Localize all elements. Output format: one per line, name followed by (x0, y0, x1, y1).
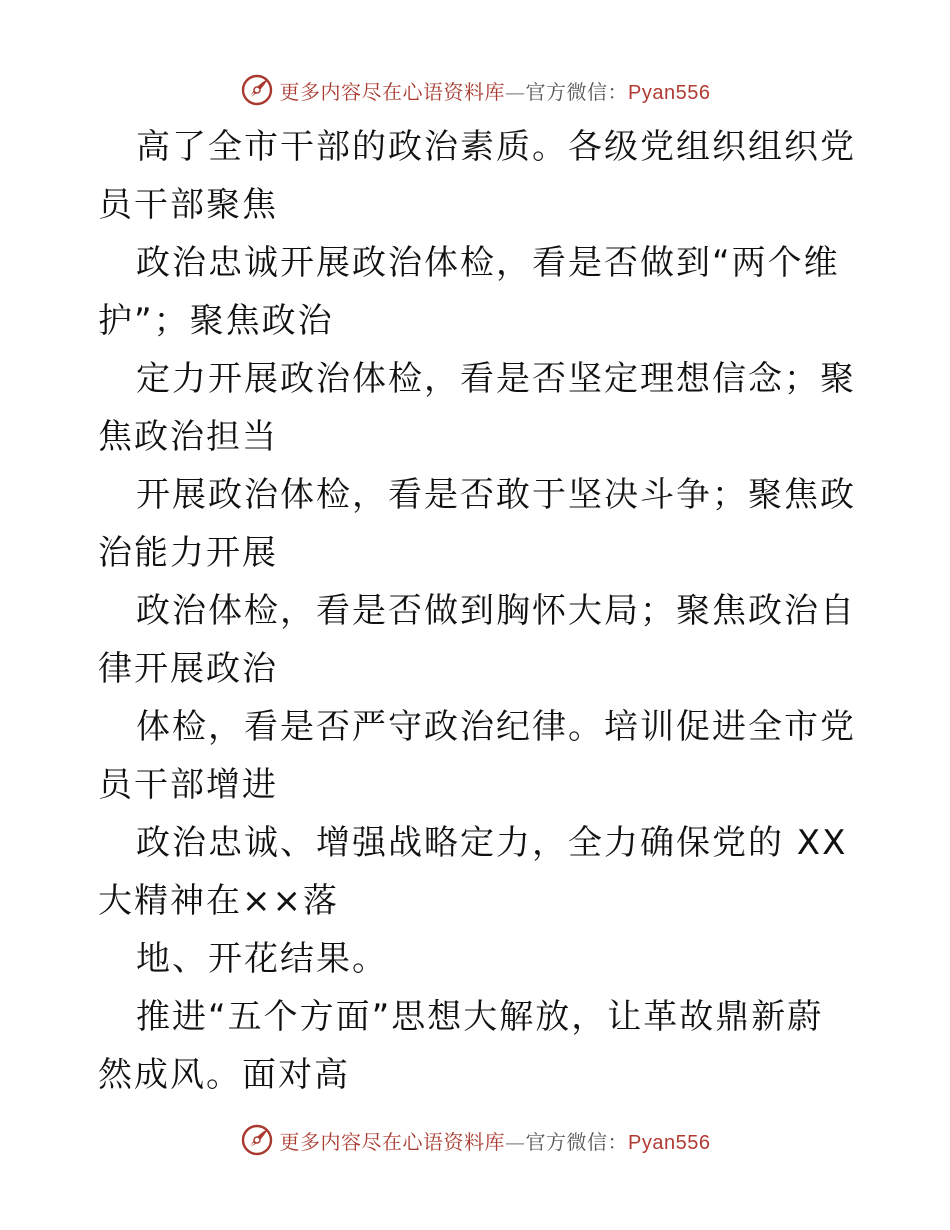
footer-banner (0, 1120, 950, 1160)
feather-pen-logo-icon (240, 1123, 274, 1157)
paragraph: 政治体检，看是否做到胸怀大局；聚焦政治自律开展政治 (98, 591, 856, 689)
paragraph: 开展政治体检，看是否敢于坚决斗争；聚焦政治能力开展 (98, 475, 856, 573)
paragraph: 政治忠诚、增强战略定力，全力确保党的 XX 大精神在××落 (98, 823, 848, 921)
paragraph: 高了全市干部的政治素质。各级党组织组织党员干部聚焦 (98, 127, 856, 225)
wechat-label: 官方微信： (525, 1129, 629, 1154)
wechat-label: 官方微信： (525, 79, 629, 104)
paragraph: 体检，看是否严守政治纪律。培训促进全市党员干部增进 (98, 707, 856, 805)
promo-text: 更多内容尽在心语资料库 (279, 79, 506, 104)
banner-dash: — (505, 1129, 526, 1154)
banner-dash: — (505, 79, 526, 104)
banner-text (280, 76, 711, 105)
paragraph: 推进“五个方面”思想大解放，让革故鼎新蔚然成风。面对高 (98, 997, 824, 1095)
feather-pen-logo-icon (240, 73, 274, 107)
document-body (98, 118, 858, 1104)
wechat-id: Pyan556 (628, 81, 711, 104)
wechat-id: Pyan556 (628, 1131, 711, 1154)
paragraph: 政治忠诚开展政治体检，看是否做到“两个维护”；聚焦政治 (98, 243, 840, 341)
paragraph: 地、开花结果。 (136, 939, 388, 979)
paragraph: 定力开展政治体检，看是否坚定理想信念；聚焦政治担当 (98, 359, 856, 457)
header-banner (0, 70, 950, 110)
banner-text (280, 1126, 711, 1155)
promo-text: 更多内容尽在心语资料库 (279, 1129, 506, 1154)
